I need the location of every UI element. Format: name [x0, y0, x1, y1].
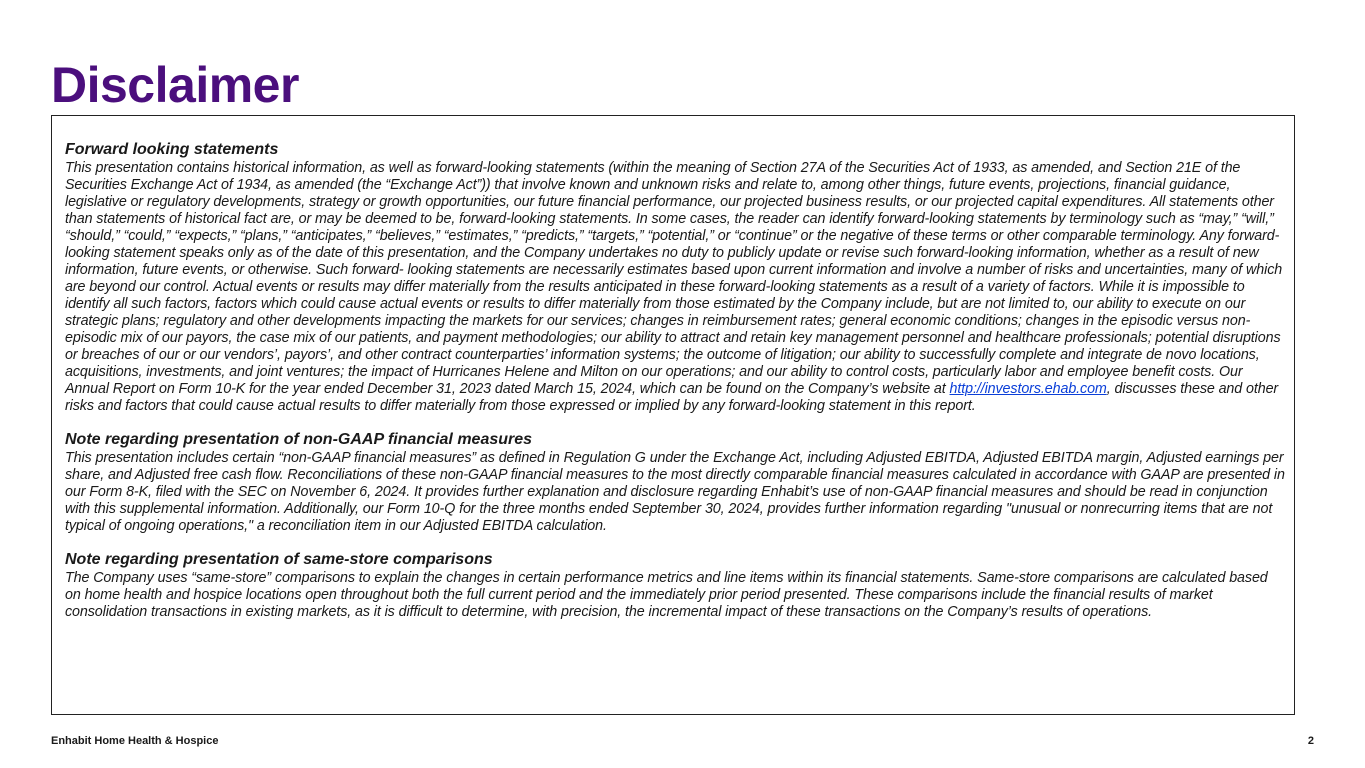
- disclaimer-box: [51, 115, 1295, 715]
- non-gaap-section: [65, 430, 1286, 535]
- footer-company-name: Enhabit Home Health & Hospice: [51, 735, 219, 747]
- same-store-section: [65, 550, 1286, 621]
- page-title: Disclaimer: [51, 57, 299, 113]
- non-gaap-body: This presentation includes certain “non-GAAP financial measures” as defined in Regulation G under the Exchange Act, including Adjusted EBITDA, Adjusted EBITDA margin, Adjusted earnings per share, and Adjusted free cash flow. Reconciliations of these non-GAAP financial measures to the most directly comparable financial measures calculated in accordance with GAAP are presented in our Form 8-K, filed with the SEC on November 6, 2024. It provides further explanation and disclosure regarding Enhabit’s use of non-GAAP financial measures and should be read in conjunction with this supplemental information. Additionally, our Form 10-Q for the three months ended September 30, 2024, provides further information regarding "unusual or nonrecurring items that are not typical of ongoing operations," a reconciliation item in our Adjusted EBITDA calculation.: [65, 450, 1285, 534]
- forward-looking-text-part1: This presentation contains historical information, as well as forward-looking statements (within the meaning of Section 27A of the Securities Act of 1933, as amended, and Section 21E of the Securities Exchange Act of 1934, as amended (the “Exchange Act”)) that involve known and unknown risks and relate to, among other things, future events, projections, financial guidance, legislative or regulatory developments, strategy or growth opportunities, our future financial performance, our projected business results, or our projected capital expenditures. All statements other than statements of historical fact are, or may be deemed to be, forward-looking statements. In some cases, the reader can identify forward-looking statements by terminology such as “may,” “will,” “should,” “could,” “expects,” “plans,” “anticipates,” “believes,” “estimates,” “predicts,” “targets,” “potential,” or “continue” or the negative of these terms or other comparable terminology. Any forward-looking statement speaks only as of the date of this presentation, and the Company undertakes no duty to publicly update or revise such forward-looking information, whether as a result of new information, future events, or otherwise. Such forward- looking statements are necessarily estimates based upon current information and involve a number of risks and uncertainties, many of which are beyond our control. Actual events or results may differ materially from the results anticipated in these forward-looking statements as a result of a variety of factors. While it is impossible to identify all such factors, factors which could cause actual events or results to differ materially from those estimated by the Company include, but are not limited to, our ability to execute on our strategic plans; regulatory and other developments impacting the markets for our services; changes in reimbursement rates; general economic conditions; changes in the episodic versus non-episodic mix of our payors, the case mix of our patients, and payment methodologies; our ability to attract and retain key management personnel and healthcare professionals; potential disruptions or breaches of our or our vendors’, payors’, and other contract counterparties’ information systems; the outcome of litigation; our ability to successfully complete and integrate de novo locations, acquisitions, investments, and joint ventures; the impact of Hurricanes Helene and Milton on our operations; and our ability to control costs, particularly labor and employee benefit costs. Our Annual Report on Form 10-K for the year ended December 31, 2023 dated March 15, 2024, which can be found on the Company’s website at: [65, 160, 1283, 397]
- investor-website-link[interactable]: http://investors.ehab.com: [949, 381, 1107, 397]
- non-gaap-heading: Note regarding presentation of non-GAAP financial measures: [65, 431, 533, 448]
- forward-looking-section: [65, 140, 1286, 415]
- forward-looking-heading: Forward looking statements: [65, 141, 279, 158]
- same-store-body: The Company uses “same-store” comparisons to explain the changes in certain performance metrics and line items within its financial statements. Same-store comparisons are calculated based on home health and hospice locations open throughout both the full current period and the immediately prior period presented. These comparisons include the financial results of market consolidation transactions in existing markets, as it is difficult to determine, with precision, the incremental impact of these transactions on the Company’s results of operations.: [65, 570, 1268, 620]
- forward-looking-body: [65, 160, 1286, 415]
- same-store-heading: Note regarding presentation of same-store comparisons: [65, 551, 493, 568]
- page-number: 2: [1307, 735, 1314, 747]
- forward-looking-text-part2: , discusses these and other risks and factors that could cause actual results to differ materially from those expressed or implied by any forward-looking statement in this report.: [65, 381, 1279, 414]
